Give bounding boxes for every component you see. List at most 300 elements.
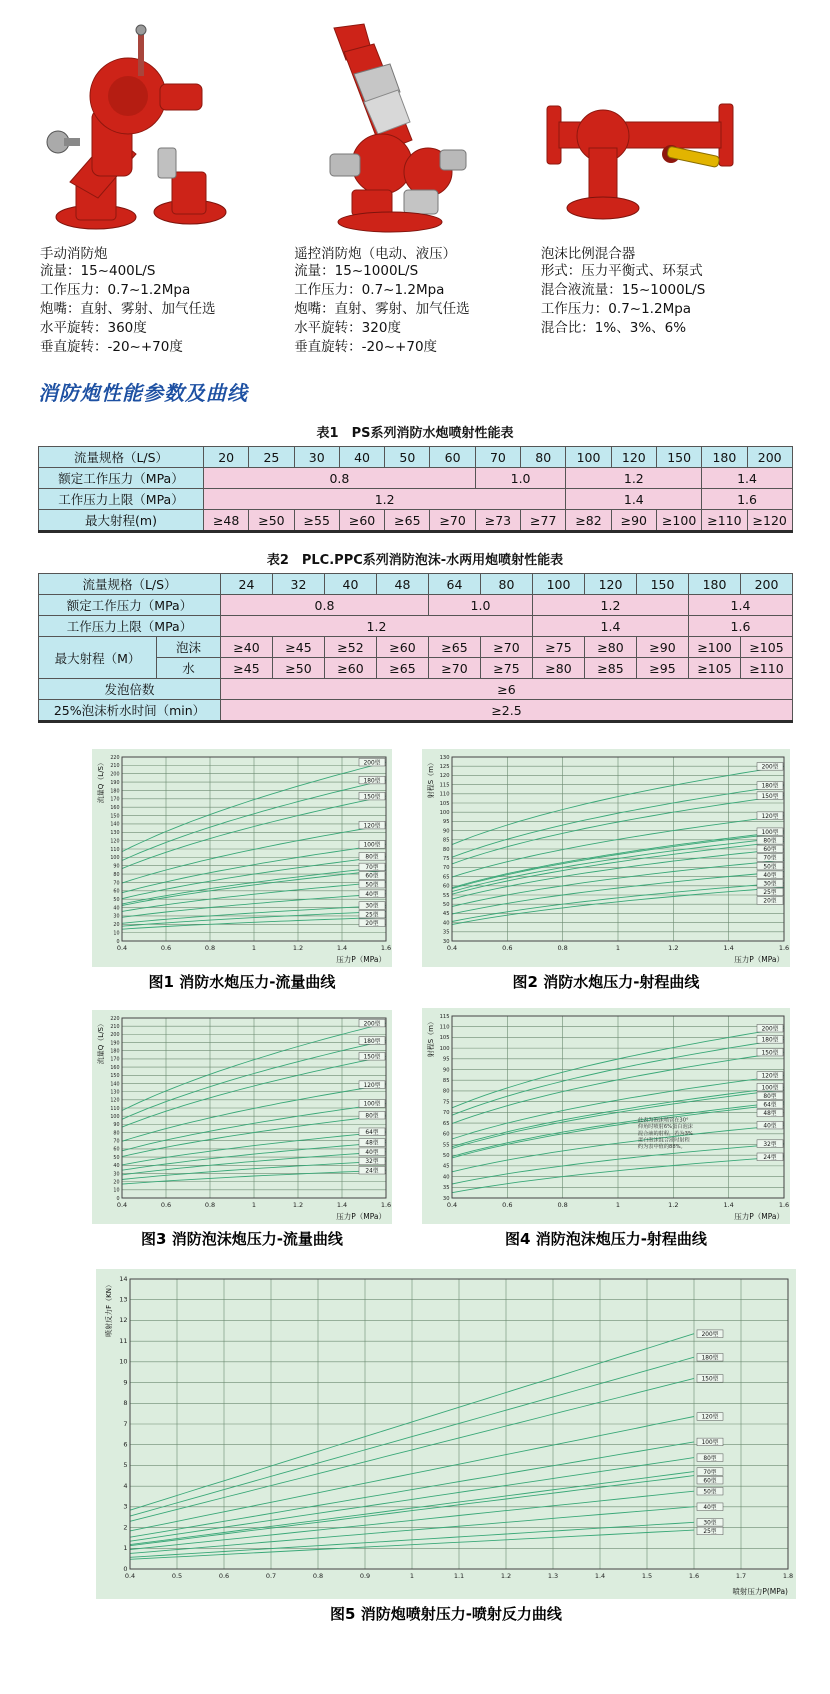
value-cell: 1.4: [702, 468, 793, 489]
y-tick-label: 180: [110, 1049, 120, 1055]
y-tick-label: 0: [123, 1564, 128, 1573]
product-spec-line: 工作压力：0.7~1.2Mpa: [40, 282, 191, 298]
curve-label: 180型: [701, 1355, 719, 1362]
value-cell: ≥100: [689, 637, 741, 658]
row-label-cell: 流量规格（L/S）: [39, 574, 221, 595]
value-cell: ≥105: [741, 637, 793, 658]
value-cell: 25: [249, 447, 294, 468]
y-axis-label: 射程S（m）: [427, 1018, 435, 1058]
value-cell: 32: [273, 574, 325, 595]
y-tick-label: 210: [110, 1024, 120, 1030]
curve-label: 200型: [761, 1026, 779, 1033]
table-row: [39, 468, 793, 489]
product-spec-line: 工作压力：0.7~1.2Mpa: [294, 282, 445, 298]
x-tick-label: 1.2: [292, 944, 304, 952]
value-cell: ≥60: [325, 658, 377, 679]
x-tick-label: 1.5: [641, 1572, 653, 1580]
figure3-caption: 图3 消防泡沫炮压力-流量曲线: [141, 1230, 343, 1248]
curve-label: 40型: [763, 1123, 777, 1130]
value-cell: 40: [325, 574, 377, 595]
figure1-caption: 图1 消防水炮压力-流量曲线: [148, 973, 336, 991]
product-spec-line: 垂直旋转：-20~+70度: [40, 339, 183, 355]
value-cell: 1.6: [702, 489, 793, 510]
performance-table: [38, 446, 793, 533]
curve-label: 70型: [703, 1469, 717, 1476]
value-cell: 24: [221, 574, 273, 595]
curve-label: 60型: [365, 873, 379, 880]
table-row: [39, 637, 793, 658]
x-tick-label: 0.5: [171, 1572, 183, 1580]
y-tick-label: 35: [442, 929, 450, 936]
curve-label: 200型: [701, 1331, 719, 1338]
x-tick-label: 1: [409, 1572, 415, 1580]
row-label-cell: 额定工作压力（MPa）: [39, 595, 221, 616]
x-axis-label: 压力P（MPa）: [734, 955, 784, 964]
table1-container: [38, 446, 792, 533]
x-tick-label: 1.8: [782, 1572, 794, 1580]
x-tick-label: 0.6: [218, 1572, 230, 1580]
x-tick-label: 0.6: [160, 944, 172, 952]
value-cell: ≥77: [521, 510, 566, 532]
y-tick-label: 120: [439, 773, 450, 780]
y-tick-label: 60: [113, 1147, 120, 1153]
y-tick-label: 140: [110, 822, 120, 828]
y-tick-label: 60: [442, 1131, 450, 1138]
value-cell: ≥65: [385, 510, 430, 532]
curve-label: 50型: [703, 1489, 717, 1496]
product-spec-line: 流量：15~400L/S: [40, 263, 156, 279]
products-section: [0, 0, 830, 357]
y-tick-label: 3: [123, 1502, 128, 1511]
value-cell: ≥82: [566, 510, 611, 532]
table1-title: 表1 PS系列消防水炮喷射性能表: [316, 426, 514, 441]
curve-label: 120型: [363, 823, 381, 830]
y-tick-label: 12: [119, 1316, 128, 1325]
curve-label: 32型: [365, 1159, 379, 1166]
product-spec-line: 垂直旋转：-20~+70度: [294, 339, 438, 355]
curve-label: 25型: [763, 890, 777, 897]
y-tick-label: 100: [110, 1114, 120, 1120]
x-tick-label: 1: [251, 1201, 257, 1209]
y-tick-label: 90: [442, 1067, 450, 1074]
product-card-remote-monitor: [294, 22, 523, 357]
y-tick-label: 50: [442, 902, 450, 908]
y-tick-label: 90: [442, 828, 450, 835]
y-tick-label: 0: [116, 1196, 120, 1202]
y-tick-label: 180: [110, 789, 120, 795]
product-specs: [294, 262, 523, 357]
y-tick-label: 85: [442, 837, 450, 844]
charts-row-2: [92, 1008, 830, 1249]
x-tick-label: 0.4: [446, 944, 458, 952]
curve-label: 150型: [701, 1376, 719, 1383]
product-spec-line: 炮嘴：直射、雾射、加气任选: [40, 301, 216, 317]
x-tick-label: 0.4: [116, 1201, 128, 1209]
row-label-cell: 流量规格（L/S）: [39, 447, 204, 468]
table-row: [39, 700, 793, 722]
y-tick-label: 7: [123, 1419, 128, 1428]
row-label-cell: 最大射程(m): [39, 510, 204, 532]
curve-label: 25型: [703, 1529, 717, 1536]
value-cell: ≥52: [325, 637, 377, 658]
y-tick-label: 120: [110, 1098, 120, 1104]
curve-label: 150型: [363, 794, 381, 801]
curve-label: 48型: [763, 1111, 777, 1118]
chart-fig4: [422, 1008, 790, 1224]
table-row: [39, 679, 793, 700]
figure2-block: [422, 749, 790, 992]
value-cell: 64: [429, 574, 481, 595]
figure2-caption: 图2 消防水炮压力-射程曲线: [512, 973, 700, 991]
grid-lines: [452, 757, 784, 941]
table-row: [39, 447, 793, 468]
x-tick-label: 1.2: [668, 1201, 679, 1209]
value-cell: 70: [475, 447, 520, 468]
curve-label: 150型: [761, 1050, 779, 1057]
y-tick-label: 75: [442, 1099, 450, 1106]
value-cell: 1.2: [221, 616, 533, 637]
row-label-cell: 最大射程（M）: [39, 637, 157, 679]
value-cell: 80: [481, 574, 533, 595]
y-axis-label: 喷射反力F（KN）: [105, 1281, 113, 1337]
value-cell: 60: [430, 447, 475, 468]
product-card-manual-monitor: [40, 22, 276, 357]
row-label-cell: 25%泡沫析水时间（min）: [39, 700, 221, 722]
product-spec-line: 水平旋转：360度: [40, 320, 147, 336]
product-name: 手动消防炮: [40, 246, 108, 262]
y-tick-label: 45: [442, 911, 450, 918]
value-cell: 1.6: [689, 616, 793, 637]
curve-label: 100型: [363, 842, 381, 849]
x-tick-label: 1.6: [380, 944, 392, 952]
value-cell: ≥75: [481, 658, 533, 679]
manual-fire-monitor-image: [40, 22, 235, 230]
x-tick-label: 1.3: [547, 1572, 559, 1580]
x-tick-label: 1.2: [668, 944, 679, 952]
y-tick-label: 190: [110, 780, 120, 786]
curve-label: 60型: [703, 1478, 717, 1485]
performance-table: [38, 573, 793, 723]
value-cell: 1.4: [566, 489, 702, 510]
x-tick-label: 0.8: [312, 1572, 324, 1580]
y-tick-label: 80: [113, 872, 120, 878]
value-cell: 1.2: [566, 468, 702, 489]
row-label-cell: 泡沫: [157, 637, 221, 658]
y-tick-label: 105: [439, 800, 450, 807]
y-tick-label: 150: [110, 814, 120, 820]
value-cell: ≥80: [585, 637, 637, 658]
y-tick-label: 110: [110, 1106, 120, 1112]
curve-label: 80型: [703, 1455, 717, 1462]
y-tick-label: 200: [110, 1033, 120, 1039]
x-tick-label: 0.4: [446, 1201, 458, 1209]
x-tick-label: 1.6: [688, 1572, 700, 1580]
y-tick-label: 115: [439, 1013, 450, 1020]
value-cell: 0.8: [221, 595, 429, 616]
value-cell: ≥65: [377, 658, 429, 679]
y-tick-label: 75: [442, 856, 450, 862]
y-tick-label: 11: [119, 1336, 128, 1345]
x-tick-label: 1.2: [292, 1201, 304, 1209]
chart-annotation-line: 混合液的射程，若为3%: [637, 1130, 693, 1137]
y-tick-label: 70: [113, 1139, 120, 1145]
curve-label: 32型: [763, 1141, 777, 1148]
curve-label: 120型: [761, 813, 779, 820]
curve-label: 25型: [365, 912, 379, 919]
value-cell: 180: [689, 574, 741, 595]
y-tick-label: 30: [442, 938, 450, 945]
value-cell: ≥48: [204, 510, 249, 532]
y-tick-label: 90: [113, 1123, 120, 1129]
y-tick-label: 110: [439, 1024, 450, 1031]
value-cell: 100: [533, 574, 585, 595]
y-tick-label: 50: [113, 897, 120, 903]
y-tick-label: 125: [439, 764, 450, 770]
value-cell: 1.0: [475, 468, 566, 489]
row-label-cell: 额定工作压力（MPa）: [39, 468, 204, 489]
product-photo-manual-monitor: [40, 22, 276, 232]
x-tick-label: 1.7: [735, 1572, 747, 1580]
chart-fig3: [92, 1010, 392, 1224]
remote-fire-monitor-image: [294, 22, 484, 234]
chart-annotation-line: 此表为泡沫喷管在30°: [637, 1117, 689, 1124]
value-cell: 200: [747, 447, 792, 468]
y-tick-label: 70: [113, 881, 120, 887]
x-tick-label: 0.8: [204, 944, 216, 952]
value-cell: 30: [294, 447, 339, 468]
curve-label: 40型: [365, 891, 379, 898]
chart-fig1: [92, 749, 392, 967]
curve-label: 120型: [761, 1073, 779, 1080]
value-cell: 150: [637, 574, 689, 595]
x-tick-label: 1: [251, 944, 257, 952]
value-cell: 50: [385, 447, 430, 468]
y-tick-label: 60: [442, 883, 450, 890]
y-tick-label: 45: [442, 1163, 450, 1170]
y-tick-label: 9: [123, 1378, 128, 1387]
value-cell: ≥75: [533, 637, 585, 658]
value-cell: ≥85: [585, 658, 637, 679]
y-tick-label: 170: [110, 797, 120, 803]
curve-label: 200型: [363, 760, 381, 767]
y-tick-label: 160: [110, 805, 120, 811]
value-cell: 40: [339, 447, 384, 468]
curve-label: 100型: [363, 1101, 381, 1108]
y-tick-label: 100: [439, 810, 450, 816]
value-cell: ≥90: [611, 510, 656, 532]
product-card-foam-proportioner: [541, 22, 794, 357]
y-tick-label: 20: [113, 1180, 120, 1186]
value-cell: 0.8: [204, 468, 476, 489]
curve-label: 100型: [761, 829, 779, 836]
y-tick-label: 90: [113, 864, 120, 870]
y-tick-label: 100: [439, 1045, 450, 1052]
y-tick-label: 190: [110, 1041, 120, 1047]
y-tick-label: 110: [439, 791, 450, 798]
y-tick-label: 220: [110, 755, 120, 761]
y-tick-label: 10: [119, 1357, 128, 1366]
curve-label: 24型: [365, 1168, 379, 1175]
y-tick-label: 5: [123, 1461, 128, 1470]
x-tick-label: 0.8: [557, 944, 568, 952]
y-tick-label: 80: [442, 846, 450, 853]
product-spec-line: 混合液流量：15~1000L/S: [540, 282, 706, 298]
value-cell: ≥95: [637, 658, 689, 679]
y-tick-label: 50: [442, 1152, 450, 1159]
value-cell: ≥120: [747, 510, 792, 532]
x-tick-label: 1.4: [336, 1201, 348, 1209]
y-tick-label: 210: [110, 764, 120, 770]
figure1-block: [92, 749, 392, 992]
x-tick-label: 1.4: [336, 944, 348, 952]
curve-label: 180型: [761, 783, 779, 790]
curve-label: 100型: [761, 1085, 779, 1092]
y-tick-label: 40: [113, 906, 120, 912]
curve-label: 50型: [365, 882, 379, 889]
curve-label: 24型: [763, 1154, 777, 1161]
x-axis-label: 压力P（MPa）: [336, 955, 386, 964]
x-tick-label: 0.4: [124, 1572, 136, 1580]
y-tick-label: 95: [442, 1056, 450, 1063]
x-tick-label: 1.4: [723, 944, 734, 952]
table2-title: 表2 PLC.PPC系列消防泡沫-水两用炮喷射性能表: [266, 553, 564, 568]
curve-label: 80型: [365, 1113, 379, 1120]
x-tick-label: 1.6: [380, 1201, 392, 1209]
y-axis-label: 射程S（m）: [427, 759, 435, 799]
value-cell: 100: [566, 447, 611, 468]
x-tick-label: 1.6: [778, 944, 790, 952]
value-cell: ≥73: [475, 510, 520, 532]
y-tick-label: 110: [110, 847, 120, 853]
y-tick-label: 8: [123, 1399, 128, 1408]
value-cell: 48: [377, 574, 429, 595]
y-tick-label: 60: [113, 889, 120, 895]
y-tick-label: 10: [113, 1188, 120, 1194]
value-cell: 200: [741, 574, 793, 595]
y-tick-label: 10: [113, 931, 120, 937]
y-tick-label: 14: [119, 1274, 128, 1283]
value-cell: ≥45: [221, 658, 273, 679]
x-tick-label: 0.6: [502, 944, 513, 952]
value-cell: 80: [521, 447, 566, 468]
table-row: [39, 616, 793, 637]
row-label-cell: 工作压力上限（MPa）: [39, 489, 204, 510]
x-tick-label: 0.8: [204, 1201, 216, 1209]
table-row: [39, 489, 793, 510]
curve-label: 180型: [761, 1037, 779, 1044]
product-spec-line: 混合比：1%、3%、6%: [540, 320, 687, 336]
y-tick-label: 95: [442, 819, 450, 826]
x-tick-label: 0.9: [359, 1572, 371, 1580]
curve-label: 80型: [763, 1093, 777, 1100]
x-axis-label: 压力P（MPa）: [336, 1212, 386, 1221]
table-row: [39, 574, 793, 595]
x-tick-label: 1: [615, 944, 621, 952]
y-tick-label: 30: [113, 1172, 120, 1178]
curve-label: 120型: [363, 1082, 381, 1089]
row-label-cell: 工作压力上限（MPa）: [39, 616, 221, 637]
row-label-cell: 发泡倍数: [39, 679, 221, 700]
figure5-block: [96, 1269, 796, 1624]
y-axis-label: 流量Q（L/S）: [97, 1020, 105, 1065]
value-cell: 1.2: [533, 595, 689, 616]
y-tick-label: 85: [442, 1078, 450, 1085]
y-tick-label: 50: [113, 1155, 120, 1161]
value-cell: ≥110: [741, 658, 793, 679]
value-cell: 1.2: [204, 489, 566, 510]
row-label-cell: 水: [157, 658, 221, 679]
y-tick-label: 2: [123, 1523, 128, 1532]
x-tick-label: 0.7: [265, 1572, 277, 1580]
chart-annotation-line: 仰角时喷射6%蛋白泡沫: [637, 1124, 693, 1131]
y-tick-label: 105: [439, 1035, 450, 1042]
product-specs: [541, 262, 794, 338]
product-spec-line: 形式：压力平衡式、环泵式: [540, 263, 703, 279]
curve-label: 200型: [363, 1021, 381, 1028]
y-tick-label: 55: [442, 1142, 450, 1149]
value-cell: 1.0: [429, 595, 533, 616]
value-cell: 180: [702, 447, 747, 468]
value-cell: ≥105: [689, 658, 741, 679]
value-cell: ≥50: [249, 510, 294, 532]
y-tick-label: 35: [442, 1185, 450, 1192]
value-cell: ≥110: [702, 510, 747, 532]
y-tick-label: 140: [110, 1082, 120, 1088]
curve-label: 30型: [703, 1520, 717, 1527]
foam-proportioner-image: [541, 84, 741, 232]
value-cell: 1.4: [533, 616, 689, 637]
value-cell: ≥70: [430, 510, 475, 532]
value-cell: 120: [611, 447, 656, 468]
product-photo-foam-proportioner: [541, 22, 794, 232]
x-tick-label: 1: [615, 1201, 621, 1209]
x-tick-label: 1.1: [453, 1572, 465, 1580]
charts-row-1: [92, 749, 830, 992]
value-cell: ≥100: [656, 510, 701, 532]
product-spec-line: 水平旋转：320度: [294, 320, 401, 336]
y-tick-label: 20: [113, 923, 120, 929]
product-spec-line: 工作压力：0.7~1.2Mpa: [540, 301, 692, 317]
curve-label: 150型: [363, 1054, 381, 1061]
y-tick-label: 80: [113, 1131, 120, 1137]
y-tick-label: 150: [110, 1074, 120, 1080]
section-title: 消防炮性能参数及曲线: [38, 381, 248, 405]
y-tick-label: 170: [110, 1057, 120, 1063]
value-cell: 20: [204, 447, 249, 468]
x-tick-label: 0.8: [557, 1201, 568, 1209]
value-cell: ≥40: [221, 637, 273, 658]
y-tick-label: 70: [442, 1110, 450, 1117]
curve-label: 180型: [363, 1038, 381, 1045]
value-cell: ≥55: [294, 510, 339, 532]
x-axis-label: 压力P（MPa）: [734, 1212, 784, 1221]
y-tick-label: 130: [110, 1090, 120, 1096]
curve-label: 40型: [763, 872, 777, 879]
curve-label: 20型: [763, 898, 777, 905]
curve-label: 70型: [365, 865, 379, 872]
value-cell: ≥70: [429, 658, 481, 679]
figure3-block: [92, 1010, 392, 1249]
value-cell: 120: [585, 574, 637, 595]
value-cell: ≥70: [481, 637, 533, 658]
curve-label: 64型: [365, 1129, 379, 1136]
curve-label: 120型: [701, 1414, 719, 1421]
value-cell: ≥2.5: [221, 700, 793, 722]
curve-label: 200型: [761, 764, 779, 771]
chart-annotation-line: 约为表中值的88%。: [637, 1143, 686, 1150]
chart-fig5: [96, 1269, 796, 1599]
y-tick-label: 55: [442, 892, 450, 899]
